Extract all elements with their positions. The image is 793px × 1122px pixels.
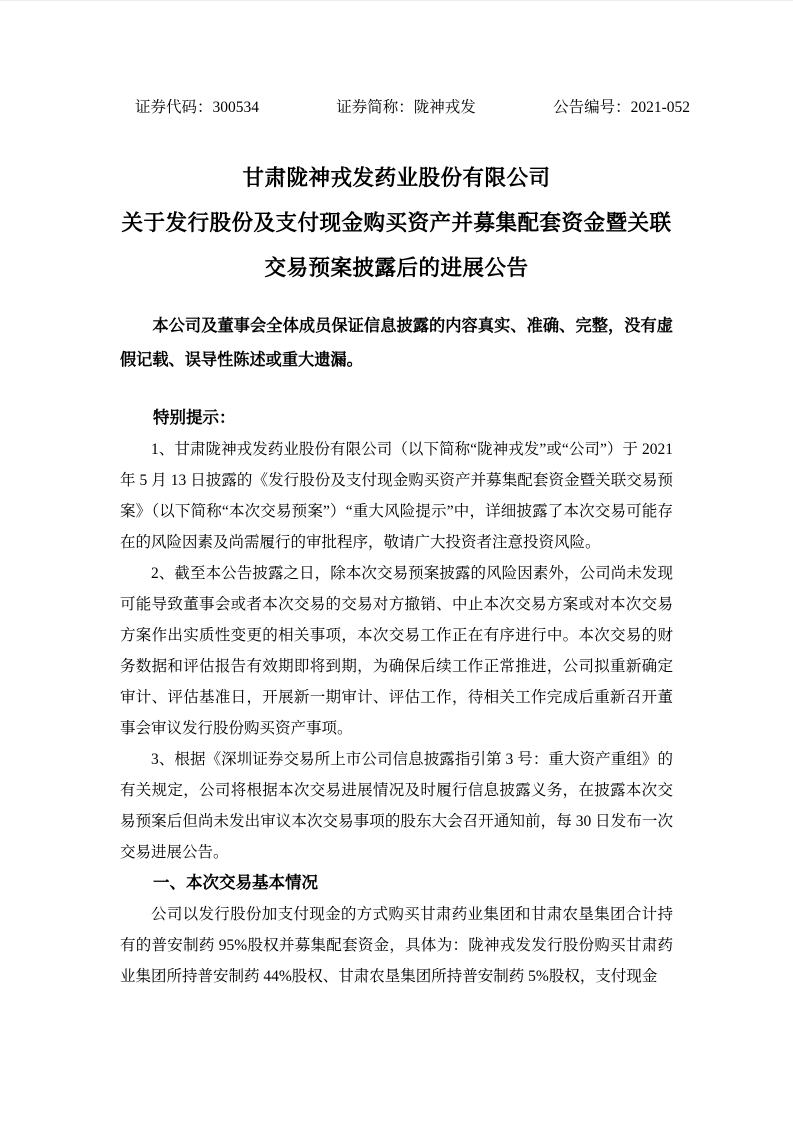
board-guarantee-statement: 本公司及董事会全体成员保证信息披露的内容真实、准确、完整，没有虚假记载、误导性陈述或重大遗漏。 (120, 317, 673, 369)
stock-short-name: 证券简称：陇神戎发 (336, 99, 476, 116)
securities-info-line (135, 97, 690, 118)
special-notice-heading: 特别提示： (153, 409, 236, 427)
company-name-title-line: 甘肃陇神戎发药业股份有限公司 (242, 166, 551, 190)
special-notice-item-2: 2、截至本公告披露之日，除本次交易预案披露的风险因素外，公司尚未发现可能导致董事会或者本次交易的交易对方撤销、中止本次交易方案或对本次交易方案作出实质性变更的相关事项，本次交易工作正在有序进行中。本次交易的财务数据和评估报告有效期即将到期，为确保后续工作正常推进，公司拟重新确定审计、评估基准日，开展新一期审计、评估工作，待相关工作完成后重新召开董事会审议发行股份购买资产事项。 (120, 565, 673, 737)
section-1-paragraph: 公司以发行股份加支付现金的方式购买甘肃药业集团和甘肃农垦集团合计持有的普安制药 95%股权并募集配套资金，具体为：陇神戎发发行股份购买甘肃药业集团所持普安制药 44%股权、甘肃农垦集团所持普安制药 5%股权，支付现金 (120, 906, 673, 985)
announcement-title-line-2: 关于发行股份及支付现金购买资产并募集配套资金暨关联 (121, 211, 672, 235)
section-1-heading: 一、本次交易基本情况 (153, 874, 318, 892)
special-notice-item-3: 3、根据《深圳证券交易所上市公司信息披露指引第 3 号：重大资产重组》的有关规定，公司将根据本次交易进展情况及时履行信息披露义务，在披露本次交易预案后但尚未发出审议本次交易事项的股东大会召开通知前，每 30 日发布一次交易进展公告。 (120, 751, 673, 861)
announcement-title-line-3: 交易预案披露后的进展公告 (264, 256, 529, 280)
announcement-number: 公告编号：2021-052 (553, 99, 690, 116)
stock-code: 证券代码：300534 (135, 99, 260, 116)
announcement-title (60, 156, 733, 291)
special-notice-item-1: 1、甘肃陇神戎发药业股份有限公司（以下简称“陇神戎发”或“公司”）于 2021 年 5 月 13 日披露的《发行股份及支付现金购买资产并募集配套资金暨关联交易预案》（以下简称“本次交易预案”）“重大风险提示”中，详细披露了本次交易可能存在的风险因素及尚需履行的审批程序，敬请广大投资者注意投资风险。 (120, 441, 673, 551)
